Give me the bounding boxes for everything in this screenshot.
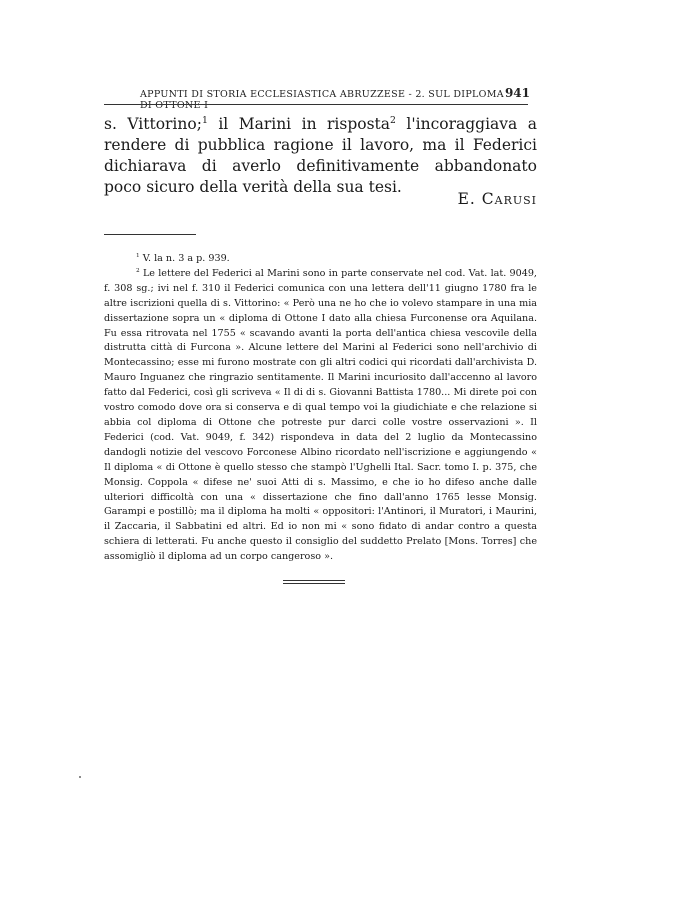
body-text-part-2: il Marini in risposta xyxy=(207,115,391,133)
print-speck xyxy=(79,776,81,778)
footnote-1 xyxy=(104,252,537,267)
footnote-2-marker: 2 xyxy=(136,267,140,274)
footnote-2 xyxy=(104,267,537,565)
footnote-separator xyxy=(104,234,196,235)
body-text-part-1: s. Vittorino; xyxy=(104,115,202,133)
end-ornament-rule xyxy=(283,580,345,584)
footnotes xyxy=(104,252,537,565)
footnote-ref-2: 2 xyxy=(390,114,396,126)
page-number: 941 xyxy=(504,86,530,100)
body-paragraph xyxy=(104,114,537,198)
main-paragraph xyxy=(104,114,537,198)
footnote-1-text: V. la n. 3 a p. 939. xyxy=(142,253,230,264)
running-title: APPUNTI DI STORIA ECCLESIASTICA ABRUZZESE - 2. SUL DIPLOMA DI OTTONE I xyxy=(140,89,504,111)
running-header xyxy=(140,86,530,111)
author-signature: E. Carusi xyxy=(457,190,537,208)
footnote-ref-1: 1 xyxy=(201,114,208,126)
footnote-2-text: Le lettere del Federici al Marini sono in parte conservate nel cod. Vat. lat. 9049, f. 308 sg.; ivi nel f. 310 il Federici comunica con una lettera dell'11 giugno 1780 fra le altre iscrizioni quella di s. Vittorino: « Però una ne ho che io volevo stampare in una mia dissertazione sopra un « diploma di Ottone I dato alla chiesa Furconense ora Aquilana. Fu essa ritrovata nel 1755 « scavando avanti la porta dell'antica chiesa vescovile della distrutta città di Furcona ». Alcune lettere del Marini al Federici sono nell'archivio di Montecassino; esse mi furono mostrate con gli altri codici qui ricordati dall'archivista D. Mauro Inguanez che ringrazio sentitamente. Il Marini incuriosito dall'accenno al lavoro fatto dal Federici, così gli scriveva « Il di di s. Giovanni Battista 1780... Mi direte poi con vostro comodo dove ora si conserva e di qual tempo voi la giudichiate e che relazione si abbia col diploma di Ottone che potreste pur darci colle vostre osservazioni ». Il Federici (cod. Vat. 9049, f. 342) rispondeva in data del 2 luglio da Montecassino dandogli notizie del vescovo Forconese Albino ricordato nell'iscrizione e aggiungendo « Il diploma « di Ottone è quello stesso che stampò l'Ughelli Ital. Sacr. tomo I. p. 375, che Monsig. Coppola « difese ne' suoi Atti di s. Massimo, e che io ho difeso anche dalle ulteriori difficoltà con una « dissertazione che fino dall'anno 1765 lesse Monsig. Garampi e postillò; ma il diploma ha molti « oppositori: l'Antinori, il Muratori, i Maurini, il Zaccaria, il Sabbatini ed altri. Ed io non mi « sono fidato di andar contro a questa schiera di letterati. Fu anche questo il consiglio del suddetto Prelato [Mons. Torres] che assomigliò il diploma ad un corpo cangeroso ». xyxy=(104,267,537,563)
header-rule xyxy=(104,104,528,105)
body-text-part-3: l'incoraggiava a rendere di pubblica ragione il lavoro, ma il Federici dichiarava di averlo definitivamente abbandonato poco sicuro della verità della sua tesi. xyxy=(104,115,537,196)
footnote-1-marker: 1 xyxy=(136,252,140,259)
